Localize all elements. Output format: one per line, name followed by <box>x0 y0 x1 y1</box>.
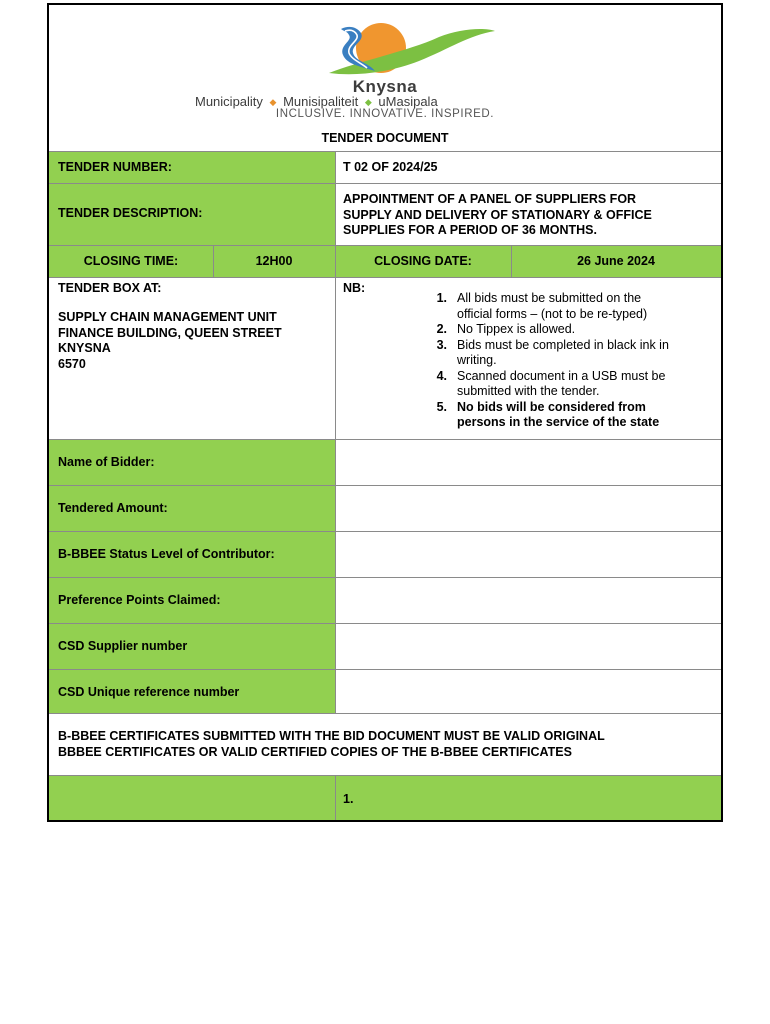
nb-item-line: official forms – (not to be re-typed) <box>457 306 648 321</box>
address-line: 6570 <box>58 356 86 371</box>
tender-number-label: TENDER NUMBER: <box>58 160 172 174</box>
field-label-cell <box>49 623 335 669</box>
bbbee-status-label: B-BBEE Status Level of Contributor: <box>58 547 275 561</box>
nb-item-line: No bids will be considered from <box>457 399 646 414</box>
tender-description-value-cell <box>335 183 721 245</box>
bbbee-notice-line: BBBEE CERTIFICATES OR VALID CERTIFIED COPIES OF THE B-BBEE CERTIFICATES <box>58 744 572 759</box>
grid-line <box>49 623 721 624</box>
nb-item <box>427 400 711 431</box>
tendered-amount-label: Tendered Amount: <box>58 501 168 515</box>
grid-line <box>49 151 721 152</box>
nb-item-number: 2. <box>436 322 447 336</box>
field-label-cell <box>49 485 335 531</box>
tender-description-line: SUPPLY AND DELIVERY OF STATIONARY & OFFICE <box>343 207 652 222</box>
last-row-value: 1. <box>343 792 354 806</box>
nb-label: NB: <box>343 281 366 295</box>
csd-unique-reference-input[interactable] <box>335 669 721 713</box>
closing-date-value: 26 June 2024 <box>577 254 655 268</box>
logo-name: Knysna <box>352 77 418 96</box>
logo-word-munisipaliteit: Munisipaliteit <box>283 94 359 109</box>
diamond-icon: ◆ <box>269 97 277 107</box>
grid-line <box>49 577 721 578</box>
nb-item-line: Scanned document in a USB must be <box>457 368 666 383</box>
nb-item-number: 3. <box>436 337 447 352</box>
nb-item <box>427 369 711 400</box>
nb-list <box>427 291 711 431</box>
grid-line <box>511 245 512 277</box>
grid-line <box>49 245 721 246</box>
tender-number-value-cell <box>335 151 721 183</box>
closing-time-value-cell <box>213 245 335 277</box>
name-of-bidder-label: Name of Bidder: <box>58 455 155 469</box>
address-line: SUPPLY CHAIN MANAGEMENT UNIT <box>58 310 277 324</box>
grid-line <box>49 775 721 776</box>
nb-item-line: submitted with the tender. <box>457 384 600 398</box>
grid-line <box>49 183 721 184</box>
address-line: KNYSNA <box>58 341 111 355</box>
nb-item <box>427 322 711 338</box>
field-label-cell <box>49 439 335 485</box>
tender-description-label-cell <box>49 183 335 245</box>
closing-time-label: CLOSING TIME: <box>83 254 179 268</box>
nb-item-number: 5. <box>436 399 447 414</box>
nb-item-line: No Tippex is allowed. <box>457 322 576 336</box>
grid-line <box>49 669 721 670</box>
logo-word-municipality: Municipality <box>195 94 263 109</box>
last-row-left-cell <box>49 775 335 820</box>
knysna-logo-graphic-icon <box>289 21 499 81</box>
grid-line <box>335 775 336 820</box>
tender-box-cell <box>49 277 335 439</box>
tender-number-value: T 02 OF 2024/25 <box>343 160 438 174</box>
tender-document-frame <box>47 3 723 822</box>
grid-line <box>49 277 721 278</box>
field-label-cell <box>49 531 335 577</box>
nb-item-line: persons in the service of the state <box>457 415 660 429</box>
nb-item-number: 1. <box>436 291 447 305</box>
nb-item-line: writing. <box>457 353 497 367</box>
field-label-cell <box>49 669 335 713</box>
diamond-icon: ◆ <box>364 97 372 107</box>
grid-line <box>49 531 721 532</box>
logo-word-umasipala: uMasipala <box>378 94 438 109</box>
closing-date-label: CLOSING DATE: <box>374 254 472 268</box>
grid-line <box>335 151 336 713</box>
csd-supplier-number-label: CSD Supplier number <box>58 639 188 653</box>
last-row-right-cell[interactable] <box>335 775 721 820</box>
grid-line <box>213 245 214 277</box>
tender-box-label: TENDER BOX AT: <box>58 281 162 295</box>
address-line: FINANCE BUILDING, QUEEN STREET <box>58 325 282 340</box>
document-title: TENDER DOCUMENT <box>321 131 449 145</box>
preference-points-input[interactable] <box>335 577 721 623</box>
name-of-bidder-input[interactable] <box>335 439 721 485</box>
closing-time-label-cell <box>49 245 213 277</box>
grid-line <box>49 485 721 486</box>
nb-item-number: 4. <box>436 368 447 383</box>
field-label-cell <box>49 577 335 623</box>
grid-line <box>49 439 721 440</box>
tender-description-label: TENDER DESCRIPTION: <box>58 206 203 220</box>
tender-description-line: SUPPLIES FOR A PERIOD OF 36 MONTHS. <box>343 223 597 237</box>
bbbee-notice-line: B-BBEE CERTIFICATES SUBMITTED WITH THE BID DOCUMENT MUST BE VALID ORIGINAL <box>58 729 605 743</box>
grid-line <box>49 713 721 714</box>
csd-supplier-number-input[interactable] <box>335 623 721 669</box>
nb-item-line: All bids must be submitted on the <box>457 291 642 305</box>
nb-cell <box>335 277 721 439</box>
tender-description-line: APPOINTMENT OF A PANEL OF SUPPLIERS FOR <box>343 192 637 206</box>
nb-item <box>427 338 711 369</box>
bbbee-status-input[interactable] <box>335 531 721 577</box>
closing-date-label-cell <box>335 245 511 277</box>
closing-date-value-cell <box>511 245 721 277</box>
tendered-amount-input[interactable] <box>335 485 721 531</box>
nb-item <box>427 291 711 322</box>
tender-box-address <box>58 310 282 372</box>
csd-unique-reference-label: CSD Unique reference number <box>58 685 240 699</box>
tender-number-label-cell <box>49 151 335 183</box>
nb-item-line: Bids must be completed in black ink in <box>457 337 669 352</box>
preference-points-label: Preference Points Claimed: <box>58 593 221 607</box>
logo-slogan: INCLUSIVE. INNOVATIVE. INSPIRED. <box>275 108 495 120</box>
logo-tagline-languages <box>195 94 438 109</box>
closing-time-value: 12H00 <box>255 254 293 268</box>
bbbee-notice <box>49 713 721 775</box>
knysna-logo <box>49 5 721 127</box>
